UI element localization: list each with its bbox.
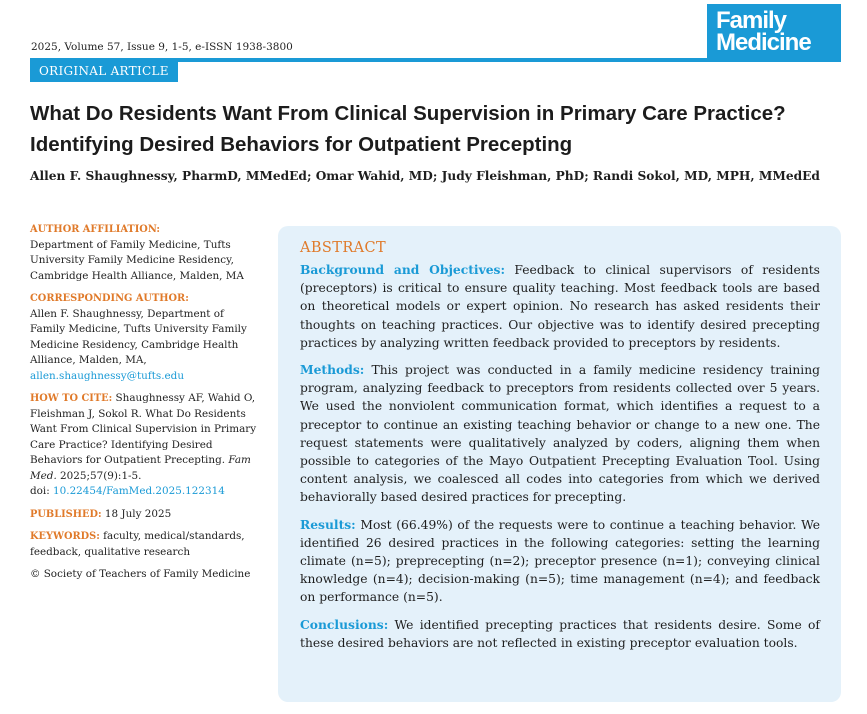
cite-line: Shaughnessy AF, Wahid O, xyxy=(115,392,256,404)
published-date: 18 July 2025 xyxy=(104,507,172,520)
abstract-box xyxy=(278,226,841,702)
journal-citation: 2025, Volume 57, Issue 9, 1-5, e-ISSN 1938-3800 xyxy=(31,41,293,53)
results-text: Most (66.49%) of the requests were to continue a teaching behavior. We identified 26 desired practices in the following categories: setting the learning climate (n=5); preprecepting (n=2); preceptor presence (n=1); conveying clinical knowledge (n=4); decision-making (n=5); time management (n=4); and feedback on performance (n=5). xyxy=(300,517,820,605)
affiliation-block xyxy=(30,222,262,284)
corresponding-line: Allen F. Shaughnessy, Department of xyxy=(30,307,224,320)
article-title xyxy=(30,98,830,160)
cite-journal-abbrev: Med. xyxy=(30,469,57,482)
published-label: PUBLISHED: xyxy=(30,508,102,520)
title-line-2: Identifying Desired Behaviors for Outpatient Precepting xyxy=(30,133,573,156)
cite-line: Behaviors for Outpatient Precepting. xyxy=(30,454,229,466)
cite-line: Care Practice? Identifying Desired xyxy=(30,438,213,451)
abstract-conclusions xyxy=(300,616,820,652)
background-text: Feedback to clinical supervisors of residents (preceptors) is critical to ensure quality teaching. Most feedback tools are based on theoretical models or expert opinion. No research has asked residents their thoughts on teaching practices. Our objective was to identify desired precepting practices by analyzing written feedback provided to preceptors by residents. xyxy=(300,263,820,350)
methods-label: Methods: xyxy=(300,362,365,378)
journal-logo xyxy=(707,4,841,62)
doi-link[interactable]: 10.22454/FamMed.2025.122314 xyxy=(53,485,225,497)
conclusions-label: Conclusions: xyxy=(300,616,389,632)
copyright-block xyxy=(30,567,262,583)
corresponding-email-link[interactable]: allen.shaughnessy@tufts.edu xyxy=(30,369,185,382)
cite-volume: 2025;57(9):1-5. xyxy=(56,469,142,482)
logo-line-2: Medicine xyxy=(716,29,811,56)
affiliation-label: AUTHOR AFFILIATION: xyxy=(30,224,161,235)
cite-label: HOW TO CITE: xyxy=(30,393,113,404)
keywords-line: faculty, medical/standards, xyxy=(103,530,245,542)
corresponding-label: CORRESPONDING AUTHOR: xyxy=(30,293,189,304)
abstract-heading: ABSTRACT xyxy=(300,240,387,256)
corresponding-line: Family Medicine, Tufts University Family xyxy=(30,323,247,335)
article-type-badge: ORIGINAL ARTICLE xyxy=(30,61,178,82)
abstract-background xyxy=(300,261,820,352)
cite-line: Fleishman J, Sokol R. What Do Residents xyxy=(30,407,246,420)
corresponding-line: Medicine Residency, Cambridge Health xyxy=(30,338,239,351)
copyright-text: © Society of Teachers of Family Medicine xyxy=(30,568,251,580)
abstract-results xyxy=(300,516,820,607)
keywords-line: feedback, qualitative research xyxy=(30,545,191,558)
cite-journal-abbrev: Fam xyxy=(228,454,251,466)
how-to-cite-block xyxy=(30,391,262,500)
affiliation-line: Department of Family Medicine, Tufts xyxy=(30,238,231,251)
keywords-label: KEYWORDS: xyxy=(30,531,100,542)
affiliation-line: Cambridge Health Alliance, Malden, MA xyxy=(30,269,244,282)
keywords-block xyxy=(30,529,262,560)
affiliation-line: University Family Medicine Residency, xyxy=(30,254,234,266)
cite-doi-prefix: doi: xyxy=(30,485,54,497)
author-list: Allen F. Shaughnessy, PharmD, MMedEd; Omar Wahid, MD; Judy Fleishman, PhD; Randi Sokol, MD, MPH, MMedEd xyxy=(30,169,820,183)
cite-line: Want From Clinical Supervision in Primary xyxy=(30,423,257,435)
title-line-1: What Do Residents Want From Clinical Supervision in Primary Care Practice? xyxy=(30,102,786,125)
abstract-methods xyxy=(300,361,820,507)
methods-text: This project was conducted in a family medicine residency training program, analyzing feedback to preceptors from residents collected over 5 years. We used the nonviolent communication format, which identifies a request to a preceptor to continue an existing teaching behavior or change to a new one. The request statements were qualitatively analyzed by coders, aligning them when possible to categories of the Mayo Outpatient Precepting Evaluation Tool. Using content analysis, we coalesced all codes into categories from which we derived behaviorally based desired practices for precepting. xyxy=(300,363,820,505)
conclusions-text: We identified precepting practices that residents desire. Some of these desired behaviors are not reflected in existing preceptor evaluation tools. xyxy=(300,617,820,650)
background-label: Background and Objectives: xyxy=(300,262,506,277)
logo-line-1: Family xyxy=(716,7,787,34)
corresponding-author-block xyxy=(30,291,262,384)
corresponding-line: Alliance, Malden, MA, xyxy=(30,354,147,366)
article-sidebar xyxy=(30,222,262,590)
published-block xyxy=(30,507,262,523)
results-label: Results: xyxy=(300,516,356,532)
